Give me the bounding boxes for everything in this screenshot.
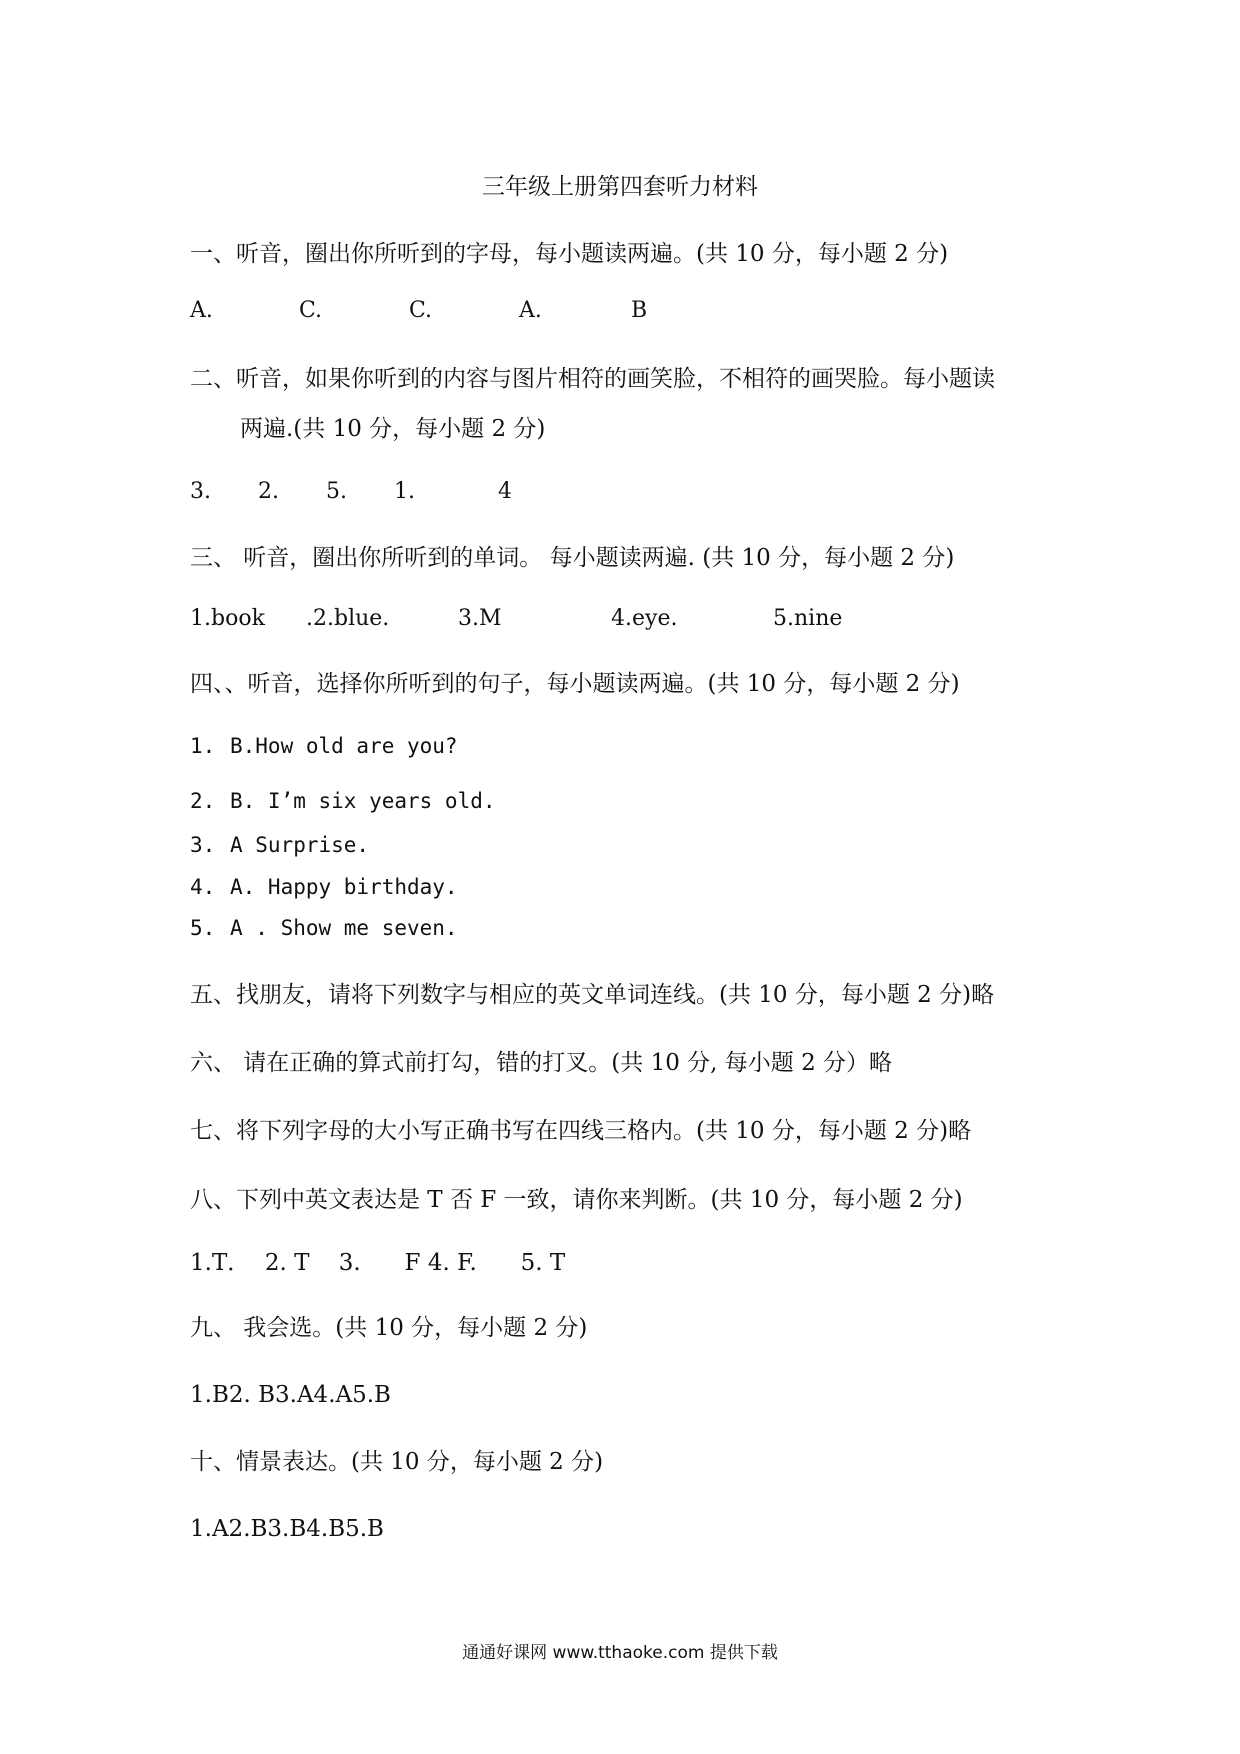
section-4-heading: 四、、听音，选择你所听到的句子，每小题读两遍。(共 10 分，每小题 2 分): [190, 671, 960, 697]
section-10-heading: 十、情景表达。(共 10 分，每小题 2 分): [190, 1449, 604, 1475]
answer-item: 1.: [394, 479, 415, 504]
section-1-heading: 一、听音，圈出你所听到的字母，每小题读两遍。(共 10 分，每小题 2 分): [190, 241, 949, 267]
answer-item: A.: [519, 298, 542, 323]
item-number: 1.: [190, 734, 216, 758]
answer-item: 4: [498, 479, 512, 504]
item-text: A . Show me seven.: [230, 916, 458, 940]
item-number: 5.: [190, 916, 216, 940]
answer-item: 1.book: [190, 606, 265, 631]
section-7-heading: 七、将下列字母的大小写正确书写在四线三格内。(共 10 分，每小题 2 分)略: [190, 1118, 972, 1144]
answer-item: A.: [190, 298, 213, 323]
item-text: B.How old are you?: [230, 734, 458, 758]
item-text: B. I’m six years old.: [230, 789, 496, 813]
answer-item: .2.blue.: [306, 606, 390, 631]
answer-item: 5.: [326, 479, 347, 504]
answer-item: C.: [409, 298, 433, 323]
section-9-answers: 1.B2. B3.A4.A5.B: [190, 1382, 391, 1408]
section-2-heading-cont: 两遍.(共 10 分，每小题 2 分): [240, 416, 546, 442]
answer-item: 3.: [190, 479, 211, 504]
item-text: A Surprise.: [230, 833, 370, 857]
answer-item: 3.M: [458, 606, 502, 631]
page-title: 三年级上册第四套听力材料: [482, 174, 758, 200]
footer-credit: 通通好课网 www.tthaoke.com 提供下载: [462, 1643, 778, 1663]
item-text: A. Happy birthday.: [230, 875, 458, 899]
answer-item: 4.eye.: [611, 606, 678, 631]
section-6-heading: 六、 请在正确的算式前打勾，错的打叉。(共 10 分, 每小题 2 分）略: [190, 1050, 893, 1076]
section-8-heading: 八、下列中英文表达是 T 否 F 一致，请你来判断。(共 10 分，每小题 2 分): [190, 1187, 963, 1213]
answer-item: 2.: [258, 479, 279, 504]
item-number: 3.: [190, 833, 216, 857]
section-9-heading: 九、 我会选。(共 10 分，每小题 2 分): [190, 1315, 588, 1341]
item-number: 4.: [190, 875, 216, 899]
answer-item: 5.nine: [773, 606, 843, 631]
answer-item: B: [631, 298, 648, 323]
section-2-heading: 二、听音，如果你听到的内容与图片相符的画笑脸，不相符的画哭脸。每小题读: [190, 366, 995, 392]
section-8-answers: 1.T． 2. T 3. F 4. F. 5. T: [190, 1250, 566, 1276]
answer-item: C.: [299, 298, 323, 323]
item-number: 2.: [190, 789, 216, 813]
section-5-heading: 五、找朋友，请将下列数字与相应的英文单词连线。(共 10 分，每小题 2 分)略: [190, 982, 995, 1008]
section-3-heading: 三、 听音，圈出你所听到的单词。 每小题读两遍. (共 10 分，每小题 2 分): [190, 545, 955, 571]
section-10-answers: 1.A2.B3.B4.B5.B: [190, 1516, 384, 1542]
